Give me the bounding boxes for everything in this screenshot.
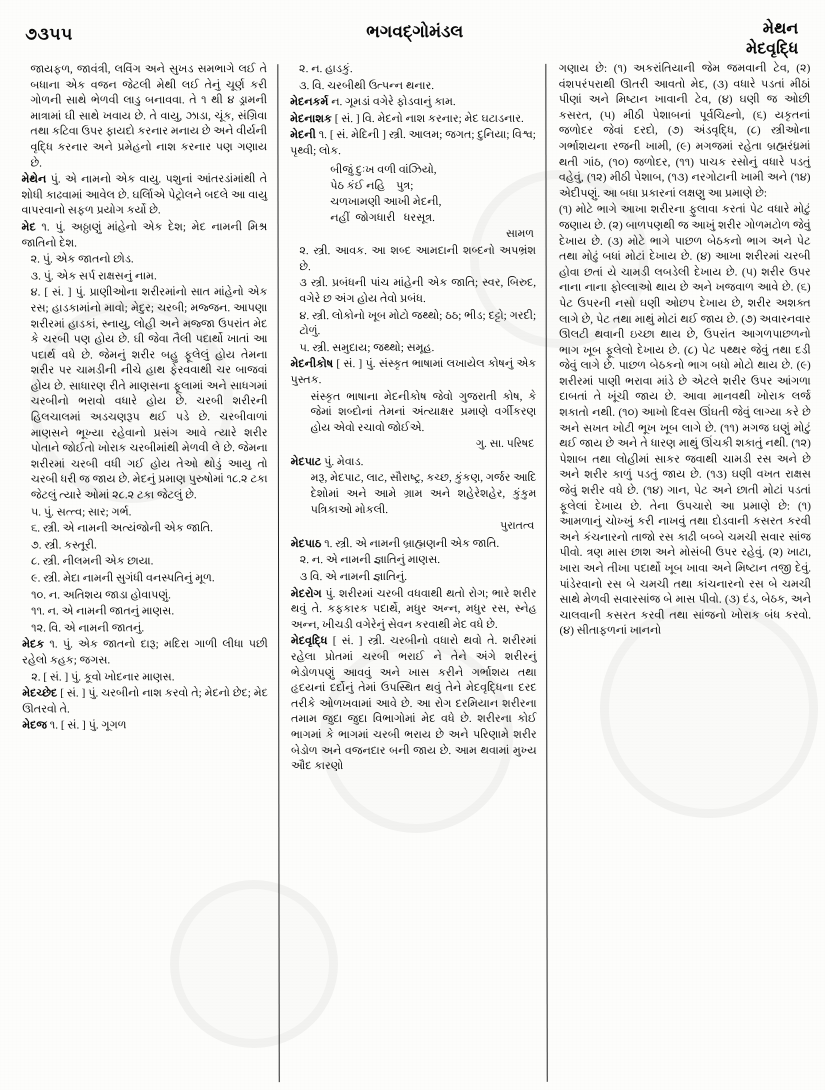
running-head-first-entry: મેથન bbox=[762, 20, 799, 38]
body-paragraph: ગણાય છે: (૧) અકરાંતિયાની જેમ જમવાની ટેવ, (૨) વંશપરંપરાથી ઊતરી આવતો મેદ, (૩) વધારે પડતાં મીઠાં પીણાં અને મિષ્ટાન ખાવાની ટેવ, (૪) ઘણી જ ઓછી કસરત, (૫) મીઠી પેશાબનાં પૂર્વચિહ્નો, (૬) યકૃતનાં જળોદર જેવાં દરદો, (૭) અંડવૃદ્ધિ, (૮) સ્ત્રીઓના ગર્ભાશયના રજની ખામી, (૯) મગજમાં રહેતા બ્રહ્મરંધ્રમાં થતી ગાંઠ, (૧૦) જળોદર, (૧૧) પાચક રસોનું વધારે પડતું વહેવું, (૧૨) મીઠી પેશાબ, (૧૩) નરગોટાની ખામી અને (૧૪) એદીપણું. આ બધા પ્રકારનાં લક્ષણુ આ પ્રમાણે છે: bbox=[558, 62, 811, 200]
entry-headword: મેદપાટ bbox=[290, 456, 322, 469]
entry-headword: મેદનાશક bbox=[290, 112, 332, 125]
running-head-last-entry: મેદવૃદ્ધિ bbox=[745, 40, 799, 58]
verse-line: ચળખામણી આખી મેદની, bbox=[330, 195, 442, 208]
dictionary-entry bbox=[22, 686, 268, 718]
citation-source: સામળ bbox=[506, 227, 535, 240]
entry-sense: ૧૧. ન. એ નામની જાતનું માણસ. bbox=[31, 605, 175, 618]
entry-sense: ૨. ન. એ નામની જ્ઞાતિનું માણસ. bbox=[299, 554, 441, 567]
dictionary-entry bbox=[290, 95, 536, 111]
entry-headword: મેદની bbox=[290, 129, 316, 142]
entry-definition: પું. એ નામનો એક વાયુ. પશુનાં આંતરડાંમાંથી તે શોધી કાઢવામાં આવેલ છે. ઘર્લાિએ પેટ્રોલને બદલે આ વાયુ વાપરવાનો સફળ પ્રયોગ કર્યો છે. bbox=[21, 173, 268, 217]
entry-sense: ૪. સ્ત્રી. લોકોનો ખૂબ મોટો જથ્થો; ઠઠ; ભીડ; દટ્ટો; ગરદી; ટોળું. bbox=[299, 309, 537, 338]
entry-headword: મેદ bbox=[21, 221, 36, 234]
verse-quote bbox=[290, 161, 536, 225]
entry-sense: ૮. સ્ત્રી. નીલમની એક છાયા. bbox=[31, 555, 154, 568]
entry-definition: [ સં. ] સ્ત્રી. ચરબીનો વધારો થવો તે. શરીરમાં રહેલા પ્રોતમાં ચરબી ભરાઈ ને તેને અંગે શરીરનું ભેડોળપણું આવવું અને ખાસ કરીને ગર્ભાશય તથા હૃદયનાં દર્દોનું તેમાં ઉપસ્થિત થવું તેને મેદવૃદ્ધિના દરદ તરીકે ઓળખવામાં આવે છે. આ રોગ દરમિયાન શરીરના તમામ જુદા જુદા વિભાગોમાં મેદ વધે છે. શરીરના કોઈ ભાગમાં કે ભાગમાં ચરબી ભરાય છે અને પરિણામે શરીર બેડોળ અને વજનદાર બની જાય છે. આમ થવામાં મુખ્ય ઔદ કારણો bbox=[290, 635, 537, 773]
citation-quote: મરૂ, મેદપાટ, લાટ, સૌરાષ્ટ્ર, કચ્છ, કુંકણ, ગર્જર આદિ દેશોમાં અને આમે ગ્રામ અને શહેરેશહેર, કુંકુમ પત્રિકાઓ મોકલી. bbox=[310, 472, 537, 516]
dictionary-entry bbox=[21, 172, 267, 219]
citation-source: પુરાતત્વ bbox=[500, 520, 535, 533]
entry-definition: પું. મેવાડ. bbox=[321, 455, 364, 469]
dictionary-entry bbox=[22, 638, 268, 670]
entry-sense: ૨. [ સં. ] પું. કૂવો ખોદનાર માણસ. bbox=[31, 670, 175, 684]
page-number: ૭૩૫૫ bbox=[25, 24, 73, 44]
dictionary-entry bbox=[290, 112, 536, 128]
text-column-2 bbox=[278, 62, 547, 1084]
entry-sense: ૫. સ્ત્રી. સમુદાય; જથ્થો; સમૂહ. bbox=[299, 341, 435, 354]
entry-definition: ૧. [ સં. મેદિની ] સ્ત્રી. આલમ; જગત; દુનિયા; વિશ્વ; પૃથ્વી; લોક. bbox=[290, 129, 536, 158]
entry-definition: [ સં. ] પું. સંસ્કૃત ભાષામાં લખાયેલ કોષનું એક પુસ્તક. bbox=[290, 358, 537, 387]
running-head bbox=[746, 19, 798, 59]
entry-sense: ૫. પું. સત્ત્વ; સાર; ગર્ભ. bbox=[30, 506, 132, 519]
entry-sense: ૧૨. વિ. એ નામની જાતનું. bbox=[31, 622, 145, 635]
verse-line: પેઠ કંઈ નહિ પુત્ર; bbox=[330, 179, 414, 192]
entry-headword: મેદક bbox=[22, 638, 45, 651]
entry-sense: ૨. સ્ત્રી. આવક. આ શબ્દ આમદાની શબ્દનો અપભ્રંશ છે. bbox=[299, 244, 537, 273]
entry-definition: ૧. સ્ત્રી. એ નામની બ્રાહ્મણની એક જાતિ. bbox=[321, 537, 500, 550]
entry-sense: ૪. [ સં. ] પું. પ્રાણીઓના શરીરમાંનો સાત માંહેનો એક રસ; હાડકામાંનો માવો; મેદુર; ચરબી; મજ્જન. આપણા શરીરમાં હાડકાં, સ્નાયુ, લોહી અને મજ્જા ઉપરાંત મેદ કે ચરબી પણ હોય છે. ઘી જેવા તૈલી પદાર્થો ખાતાં આ પદાર્થ વધે છે. જેમનું શરીર બહુ ફૂલેલું હોય તેમના શરીર પર ચામડીની નીચે હાથ ફેરવવાથી ચર બાજવાં હોય છે. સાધારણ રીતે માણસના ફૂલામાં અને સાધગમાં ચરબીનો ભરાવો વધારે હોય છે. ચરબી શરીરની હિલચાલમાં અડચણરૂપ થઈ પડે છે. ચરબીવાળાં માણસને ભૂખ્યા રહેવાનો પ્રસંગ આવે ત્યારે શરીર પોતાને જોઈતો ખોરાક ચરબીમાંથી મેળવી લે છે. જેમના શરીરમાં ચરબી વધી ગઈ હોય તેઓ થોડું આયુ તો ચરબી ધરી જ જાય છે. મેદનું પ્રમાણ પુરુષોમાં ૧૮.૨ ટકા જેટલું ત્યારે ઓમાં ૨૮.૨ ટકા જેટલું છે. bbox=[30, 286, 268, 502]
entry-sense: ૭. સ્ત્રી. કસ્તૂરી. bbox=[30, 539, 97, 552]
dictionary-entry bbox=[22, 220, 268, 252]
entry-definition: ૧. પું. અઠ્ઠાણું માંહેનો એક દેશ; મેદ નામની મિશ્ર જાતિનો દેશ. bbox=[21, 221, 268, 250]
entry-sense: ૨. ન. હાડકું. bbox=[299, 63, 353, 76]
entry-headword: મેથેન bbox=[21, 173, 47, 186]
verse-line: નહીં જોગધારી ધરસૂત્ર. bbox=[330, 211, 435, 224]
entry-headword: મેદચ્છેદ bbox=[22, 687, 58, 700]
dictionary-entry bbox=[290, 357, 536, 389]
citation-quote: સંસ્કૃત ભાષાના મેદનીકોષ જેવો ગુજરાતી કોષ, કે જેમાં શબ્દોનાં તેમનાં અંત્યાક્ષર પ્રમાણે વર્ગીકરણ હોય એવો રચાવો જોઈએ. bbox=[310, 390, 537, 434]
entry-headword: મેદરોગ bbox=[290, 587, 322, 600]
entry-headword: મેદનીકોષ bbox=[290, 358, 334, 371]
entry-sense: ૧૦. ન. અતિશય જાડા હોવાપણું. bbox=[31, 588, 171, 602]
entry-sense: ૩ વિ. એ નામની જ્ઞાતિનું. bbox=[299, 571, 408, 584]
book-title: ભગવદ્ગોમંડલ bbox=[366, 21, 464, 42]
entry-headword: મેદનકર્મ bbox=[290, 96, 329, 109]
entry-definition: [ સં. ] વિ. મેદનો નાશ કરનાર; મેદ ઘટાડનાર. bbox=[331, 112, 524, 125]
body-paragraph: (૧) મોટે ભાગે આખા શરીરના ફુલાવા કરતાં પેટ વધારે મોટું જણાય છે. (૨) બાળપણથી જ આખું શરીર ગોળમટોળ જેવું દેખાય છે. (૩) મોટે ભાગે પાછળ બેઠકનો ભાગ અને પેટ તથા મોઢું બધાં મોટાં દેખાય છે. (૪) આખા શરીરમાં ચરબી હોવા છતાં યે ચામડી લબડેલી દેખાય છે. (૫) શરીર ઉપર નાના નાના ફોલ્લાઓ થાય છે અને ખજવાળ આવે છે. (૬) પેટ ઉપરની નસો ઘણી ઓછપ દેખાય છે, શરીર અશક્ત લાગે છે, પેટ તથા માથું મોટાં થઈ જાય છે. (૭) અવારનવાર ઊલટી થવાની ઇચ્છા થાય છે, ઉપરાંત આગળપાછળનો ભાગ ખૂબ ફૂલેલો દેખાય છે. (૮) પેટ પથ્થર જેવું તથા દડી જેવું લાગે છે. પાછળ બેઠકનો ભાગ બધો મોટો થાય છે. (૯) શરીરમાં પાણી ભરાવા માંડે છે એટલે શરીર ઉપર આંગળા દાબતાં તે ખૂંચી જાય છે. આવા માનવથી ખોરાક લર્જ શકાતો નથી. (૧૦) આખો દિવસ ઊંઘતી જેવું લાગ્યા કરે છે અને સખત ખોટી ભૂખ ખૂબ લાગે છે. (૧૧) મગજ ઘણું મોટું થઈ જાય છે અને તે ધારણ માથું ઊંચકી શકાતું નથી. (૧૨) પેશાબ તથા લોહીમાં સાકર જવાથી ચામડી રસ અને છે અને શરીર કાળું પડતું જાય છે. (૧૩) ઘણી વખત રાક્ષસ જેવું શરીર વધે છે. (૧૪) ગાન, પેટ અને છાતી મોટાં પડતાં ફૂલેલાં દેખાય છે. તેના ઉપચારો આ પ્રમાણે છે: (૧) આમળાનું ચોખ્ખું કરી નાખવું તથા દોડવાની કસરત કરવી અને કંચનારનો તાજો રસ કાઢી બબ્બે ચમચી સવાર સાંજ પીવો. ત્રણ માસ છાશ અને મોસંબી ઉપર રહેવું. (૨) ખાટા, ખારા અને તીખા પદાર્થો ખૂબ ખાવા અને મિષ્ટાન તજી દેવું. પાંડેરવાનો રસ બે ચમચી તથા કાંચનારનો રસ બે ચમચી સાથે મેળવી સવારસાંજ બે માસ પીવો. (૩) દંડ, બેઠક, અને ચાલવાની કસરત કરવી તથા સાંજનો ખોરાક બંધ કરવો. (૪) સીતાફળનાં ખાનનો bbox=[558, 203, 812, 638]
entry-sense: ૩. પું. એક સર્પ રાક્ષસનું નામ. bbox=[30, 270, 157, 283]
entry-sense: ૯. સ્ત્રી. મેદા નામની સુગંધી વનસ્પતિનું મૂળ. bbox=[31, 572, 215, 585]
citation-source: ગુ. સા. પરિષદ bbox=[476, 438, 535, 451]
dictionary-entry bbox=[291, 586, 537, 633]
verse-line: બીજું દુઃખ વળી વાંઝિયો, bbox=[330, 163, 437, 176]
entry-headword: મેદજ bbox=[22, 719, 48, 732]
entry-definition: ન. ગૂમડાં વગેરે ફોડવાનું કામ. bbox=[328, 96, 456, 109]
body-paragraph: જાયફળ, જાવંત્રી, લવિંગ અને સુખડ સમભાગે લઈ તે બધાના એક વજન જેટલી મેથી લઈ તેનું ચૂર્ણ કરી ગોળની સાથે ભેળવી લાડુ બનાવવા. તે ૧ થી ૪ ડ્રામની માત્રામાં ઘી સાથે ખવાય છે. તે વાયુ, ઝાડા, ચૂંક, સંગ્રિવા તથા કટિવા ઉપર ફાયદો કરનાર મનાય છે અને વીર્યની વૃદ્ધિ કરનાર અને પ્રમેહનો નાશ કરનાર પણ ગણાય છે. bbox=[30, 63, 268, 170]
dictionary-entry bbox=[291, 537, 537, 553]
entry-sense: ૩ સ્ત્રી. પ્રબંધની પાંચ માંહેની એક જાતિ; સ્વર, બિરુદ, વગેરે છ અંગ હોય તેવો પ્રબંધ. bbox=[299, 277, 537, 306]
entry-sense: ૨. પું. એક જાતનો છોડ. bbox=[30, 253, 134, 266]
entry-definition: ૧. પું. એક જાતનો દારૂ; મદિરા ગાળી લીધા પછી રહેલો કહક; જગસ. bbox=[22, 638, 268, 667]
dictionary-entry bbox=[291, 455, 537, 471]
entry-definition: પું. શરીરમાં ચરબી વધવાથી થતો રોગ; ભારે શરીર થવું તે. કફકારક પદાર્થે, મધુર અન્ન, મધુર રસ, સ્નેહ અન્ન, ખીચડી વગેરેનું સેવન કરવાથી મેદ વધે છે. bbox=[290, 587, 537, 631]
text-column-3 bbox=[547, 61, 812, 1083]
entry-definition: ૧. [ સં. ] પું. ગૂગળ bbox=[46, 719, 127, 732]
dictionary-entry bbox=[291, 634, 537, 775]
column-layout bbox=[21, 61, 811, 1084]
entry-definition: [ સં. ] પું. ચરબીનો નાશ કરવો તે; મેદનો છેદ; મેદ ઊતરવો તે. bbox=[22, 687, 268, 716]
text-column-1 bbox=[21, 62, 278, 1084]
entry-sense: ૬. સ્ત્રી. એ નામની અત્યંજોની એક જાતિ. bbox=[30, 522, 213, 535]
dictionary-entry bbox=[290, 128, 536, 160]
dictionary-entry bbox=[22, 719, 268, 735]
entry-headword: મેદવૃદ્ધિ bbox=[290, 635, 328, 648]
entry-sense: ૩. વિ. ચરબીથી ઉત્પન્ન થનાર. bbox=[299, 79, 435, 92]
entry-headword: મેદપાઠ bbox=[290, 537, 322, 551]
